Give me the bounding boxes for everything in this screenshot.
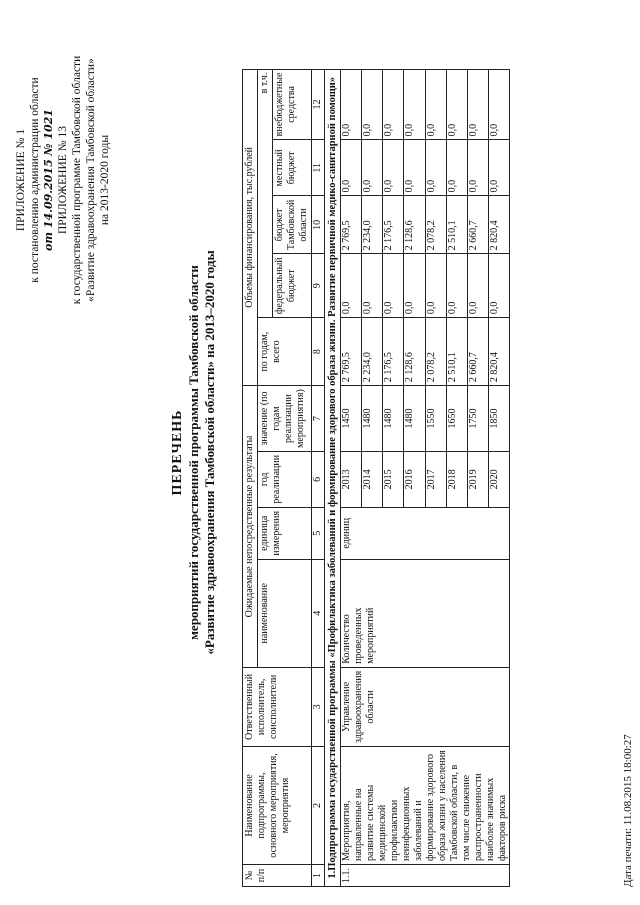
indicator-unit: единиц <box>341 507 510 559</box>
funding-federal: 0,0 <box>383 254 404 318</box>
col-offbudget-header: внебюджетные средства <box>273 69 312 140</box>
funding-federal: 0,0 <box>488 254 509 318</box>
header-row-1 <box>243 69 258 886</box>
document-title <box>170 0 218 905</box>
col-federal-header: федеральный бюджет <box>273 254 312 318</box>
funding-offbudget: 0,0 <box>404 69 425 140</box>
funding-federal: 0,0 <box>425 254 446 318</box>
funding-local: 0,0 <box>404 140 425 196</box>
column-numbers-row <box>312 69 325 886</box>
indicator-value: 1550 <box>425 386 446 452</box>
implementation-year: 2017 <box>425 451 446 507</box>
appendix-13-label: ПРИЛОЖЕНИЕ № 13 <box>57 126 69 235</box>
indicator-value: 1650 <box>446 386 467 452</box>
col-number: 2 <box>312 747 325 865</box>
col-total-header: по годам, всего <box>258 318 312 386</box>
col-number: 6 <box>312 451 325 507</box>
indicator-value: 1480 <box>404 386 425 452</box>
funding-total: 2 769,5 <box>341 318 362 386</box>
col-number: 10 <box>312 196 325 254</box>
program-line-3: на 2013-2020 годы <box>99 134 111 226</box>
indicator-value: 1850 <box>488 386 509 452</box>
print-date: Дата печати: 11.08.2015 18:00:27 <box>622 734 634 887</box>
implementation-year: 2013 <box>341 451 362 507</box>
col-value-header: значение (по годам реализации мероприятия) <box>258 386 312 452</box>
col-number: 11 <box>312 140 325 196</box>
implementation-year: 2015 <box>383 451 404 507</box>
title-perechen: ПЕРЕЧЕНЬ <box>170 409 185 496</box>
funding-regional: 2 234,0 <box>362 196 383 254</box>
expected-results-header: Ожидаемые непосредственные результаты <box>243 386 258 668</box>
title-line-2: мероприятий государственной программы Тамбовской области <box>186 265 201 640</box>
indicator-value: 1450 <box>341 386 362 452</box>
funding-regional: 2 769,5 <box>341 196 362 254</box>
col-name-header: Наименование подпрограммы, основного мероприятия, мероприятия <box>243 747 312 865</box>
funding-offbudget: 0,0 <box>362 69 383 140</box>
implementation-year: 2018 <box>446 451 467 507</box>
funding-federal: 0,0 <box>446 254 467 318</box>
title-line-3: «Развитие здравоохранения Тамбовской области» на 2013–2020 годы <box>202 250 217 655</box>
col-number: 3 <box>312 667 325 746</box>
col-number: 12 <box>312 69 325 140</box>
funding-offbudget: 0,0 <box>383 69 404 140</box>
col-resp-header: Ответственный исполнитель, соисполнители <box>243 667 312 746</box>
appendix-1-label: ПРИЛОЖЕНИЕ № 1 <box>15 128 27 232</box>
indicator-value: 1480 <box>383 386 404 452</box>
funding-offbudget: 0,0 <box>341 69 362 140</box>
funding-offbudget: 0,0 <box>425 69 446 140</box>
implementation-year: 2014 <box>362 451 383 507</box>
subprogram-row <box>325 69 341 886</box>
activity-rows <box>341 69 510 886</box>
col-unit-header: единица измерения <box>258 507 312 559</box>
funding-local: 0,0 <box>425 140 446 196</box>
funding-local: 0,0 <box>467 140 488 196</box>
col-number: 1 <box>312 865 325 887</box>
funding-local: 0,0 <box>341 140 362 196</box>
funding-regional: 2 510,1 <box>446 196 467 254</box>
col-num-header: № п/п <box>243 865 312 887</box>
funding-federal: 0,0 <box>341 254 362 318</box>
indicator-value: 1750 <box>467 386 488 452</box>
col-number: 9 <box>312 254 325 318</box>
funding-offbudget: 0,0 <box>467 69 488 140</box>
implementation-year: 2020 <box>488 451 509 507</box>
implementation-year: 2016 <box>404 451 425 507</box>
funding-offbudget: 0,0 <box>446 69 467 140</box>
funding-total: 2 660,7 <box>467 318 488 386</box>
funding-federal: 0,0 <box>362 254 383 318</box>
funding-federal: 0,0 <box>467 254 488 318</box>
funding-offbudget: 0,0 <box>488 69 509 140</box>
funding-local: 0,0 <box>446 140 467 196</box>
funding-total: 2 820,4 <box>488 318 509 386</box>
program-line-1: к государственной программе Тамбовской области <box>71 55 83 305</box>
funding-local: 0,0 <box>362 140 383 196</box>
indicator-name: Количество проведенных мероприятий <box>341 559 510 667</box>
col-number: 8 <box>312 318 325 386</box>
col-regional-header: бюджет Тамбовской области <box>273 196 312 254</box>
table-row <box>341 69 362 886</box>
col-number: 5 <box>312 507 325 559</box>
program-line-2: «Развитие здравоохранения Тамбовской области» <box>85 58 97 302</box>
funding-header: Объемы финансирования, тыс.рублей <box>243 69 258 386</box>
funding-regional: 2 128,6 <box>404 196 425 254</box>
funding-regional: 2 078,2 <box>425 196 446 254</box>
incl-header: в т.ч. <box>258 69 273 318</box>
funding-regional: 2 820,4 <box>488 196 509 254</box>
funding-regional: 2 176,5 <box>383 196 404 254</box>
activity-name: Мероприятия, направленные на развитие системы медицинской профилактики неинфекционных заболеваний и формирование здорового образа жизни у населения Тамбовской области, в том числе снижение распространенности наиболее значимых факторов риска <box>341 747 510 865</box>
col-number: 4 <box>312 559 325 667</box>
decree-line: к постановлению администрации области <box>29 77 41 283</box>
funding-regional: 2 660,7 <box>467 196 488 254</box>
appendix-block <box>14 15 112 345</box>
implementation-year: 2019 <box>467 451 488 507</box>
decree-date-handwritten: от 14.09.2015 № 1021 <box>42 109 55 251</box>
funding-local: 0,0 <box>488 140 509 196</box>
funding-local: 0,0 <box>383 140 404 196</box>
funding-total: 2 234,0 <box>362 318 383 386</box>
funding-total: 2 510,1 <box>446 318 467 386</box>
funding-total: 2 176,5 <box>383 318 404 386</box>
subprogram-title: 1.Подпрограмма государственной программы «Профилактика заболеваний и формирование здорового образа жизни. Развитие первичной медико-санитарной помощи» <box>325 69 341 886</box>
funding-total: 2 078,2 <box>425 318 446 386</box>
col-number: 7 <box>312 386 325 452</box>
col-year-header: год реализации <box>258 451 312 507</box>
col-indicator-header: наименование <box>258 559 312 667</box>
funding-federal: 0,0 <box>404 254 425 318</box>
row-number: 1.1. <box>341 865 510 887</box>
indicator-value: 1480 <box>362 386 383 452</box>
activities-table <box>242 69 510 887</box>
col-local-header: местный бюджет <box>273 140 312 196</box>
responsible-executor: Управление здравоохранения области <box>341 667 510 746</box>
funding-total: 2 128,6 <box>404 318 425 386</box>
